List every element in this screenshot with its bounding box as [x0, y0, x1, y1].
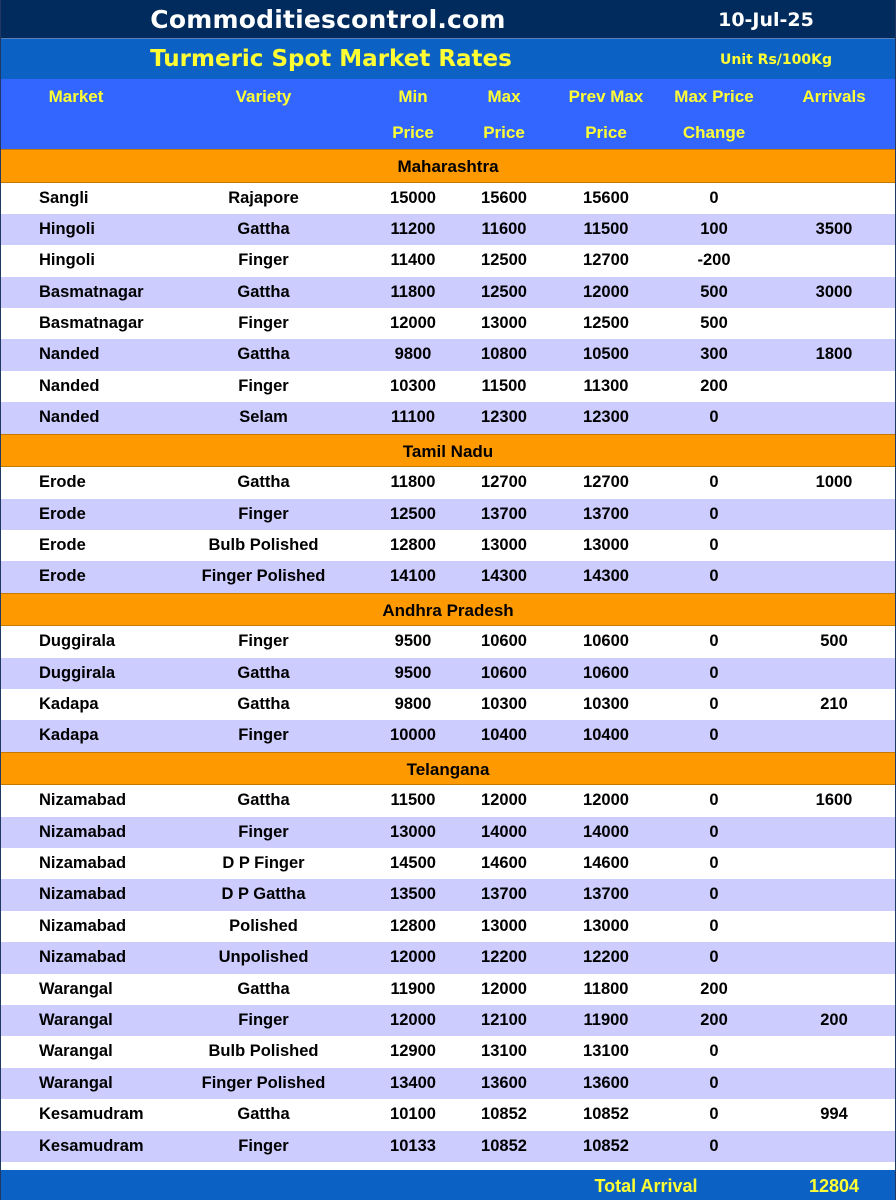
min-price-cell: 9500: [394, 663, 432, 682]
max-price-change-cell: 0: [709, 473, 719, 492]
prev-max-price-cell: 12300: [583, 408, 629, 427]
variety-cell: D P Finger: [222, 854, 305, 873]
variety-cell: Polished: [229, 916, 298, 935]
column-header-min-price: Min Price: [392, 87, 434, 142]
min-price-cell: 12000: [390, 1010, 436, 1029]
arrivals-cell: 3500: [815, 219, 853, 238]
table-row: [1, 1099, 895, 1130]
arrivals-cell: [794, 879, 874, 910]
variety-cell: Finger: [238, 376, 289, 395]
column-header-prev-max-price: Prev Max Price: [568, 87, 644, 142]
min-price-cell: 14500: [390, 854, 436, 873]
arrivals-cell: [794, 817, 874, 848]
table-row: [1, 626, 895, 657]
arrivals-cell: [794, 530, 874, 561]
max-price-cell: 12700: [481, 473, 527, 492]
max-price-cell: 10600: [481, 663, 527, 682]
table-row: [1, 1005, 895, 1036]
max-price-cell: 13700: [481, 885, 527, 904]
variety-cell: Finger Polished: [201, 567, 326, 586]
max-price-change-cell: 0: [709, 1105, 719, 1124]
table-row: [1, 467, 895, 498]
total-arrival-bar: [1, 1170, 895, 1200]
max-price-cell: 12200: [481, 948, 527, 967]
arrivals-cell: [794, 942, 874, 973]
report-date: 10-Jul-25: [718, 9, 814, 31]
prev-max-price-cell: 13700: [583, 885, 629, 904]
max-price-cell: 10400: [481, 726, 527, 745]
min-price-cell: 12000: [390, 948, 436, 967]
column-header-market: Market: [48, 87, 104, 106]
max-price-change-cell: 0: [709, 188, 719, 207]
market-cell: Warangal: [39, 979, 113, 998]
table-row: [1, 974, 895, 1005]
max-price-change-cell: 0: [709, 663, 719, 682]
table-row: [1, 561, 895, 592]
variety-cell: Gattha: [237, 979, 290, 998]
max-price-cell: 10600: [481, 632, 527, 651]
prev-max-price-cell: 13700: [583, 504, 629, 523]
min-price-cell: 11100: [390, 408, 436, 427]
min-price-cell: 15000: [390, 188, 436, 207]
table-row: [1, 1068, 895, 1099]
min-price-cell: 14100: [390, 567, 436, 586]
market-cell: Basmatnagar: [39, 282, 144, 301]
title-banner: [1, 39, 895, 79]
min-price-cell: 12900: [390, 1042, 436, 1061]
variety-cell: Finger: [238, 726, 289, 745]
table-row: [1, 245, 895, 276]
prev-max-price-cell: 12000: [583, 791, 629, 810]
market-cell: Nizamabad: [39, 854, 127, 873]
min-price-cell: 13400: [390, 1073, 436, 1092]
min-price-cell: 11800: [390, 473, 436, 492]
prev-max-price-cell: 11800: [583, 979, 629, 998]
market-cell: Nanded: [39, 345, 100, 364]
min-price-cell: 9500: [394, 632, 432, 651]
max-price-cell: 13700: [481, 504, 527, 523]
max-price-change-cell: 0: [709, 504, 719, 523]
min-price-cell: 9800: [394, 345, 432, 364]
arrivals-cell: [794, 371, 874, 402]
prev-max-price-cell: 13000: [583, 916, 629, 935]
arrivals-cell: 500: [820, 632, 848, 651]
market-cell: Kesamudram: [39, 1105, 144, 1124]
market-cell: Kadapa: [39, 694, 99, 713]
prev-max-price-cell: 13100: [583, 1042, 629, 1061]
total-arrival-value: 12804: [808, 1176, 860, 1196]
arrivals-cell: [794, 561, 874, 592]
max-price-cell: 12500: [481, 251, 527, 270]
max-price-change-cell: 0: [709, 408, 719, 427]
column-header-variety: Variety: [235, 87, 292, 106]
min-price-cell: 11500: [390, 791, 436, 810]
variety-cell: Bulb Polished: [208, 535, 319, 554]
prev-max-price-cell: 10500: [583, 345, 629, 364]
max-price-change-cell: 0: [709, 632, 719, 651]
max-price-change-cell: -200: [697, 251, 731, 270]
table-row: [1, 911, 895, 942]
table-row: [1, 879, 895, 910]
variety-cell: Finger: [238, 504, 289, 523]
arrivals-cell: [794, 183, 874, 214]
prev-max-price-cell: 12000: [583, 282, 629, 301]
arrivals-cell: [794, 1036, 874, 1067]
arrivals-cell: 1000: [815, 473, 853, 492]
arrivals-cell: 994: [820, 1105, 848, 1124]
prev-max-price-cell: 11300: [583, 376, 629, 395]
max-price-cell: 13000: [481, 314, 527, 333]
variety-cell: Finger: [238, 314, 289, 333]
prev-max-price-cell: 11900: [583, 1010, 629, 1029]
market-cell: Hingoli: [39, 219, 95, 238]
max-price-change-cell: 0: [709, 1042, 719, 1061]
max-price-cell: 12300: [481, 408, 527, 427]
market-cell: Nizamabad: [39, 916, 127, 935]
table-header: [1, 79, 895, 149]
unit-label: Unit Rs/100Kg: [719, 52, 833, 68]
market-cell: Warangal: [39, 1042, 113, 1061]
market-cell: Nizamabad: [39, 885, 127, 904]
max-price-cell: 10852: [481, 1105, 527, 1124]
arrivals-cell: 1800: [815, 345, 853, 364]
arrivals-cell: [794, 658, 874, 689]
arrivals-cell: [794, 499, 874, 530]
table-row: [1, 402, 895, 433]
max-price-cell: 14600: [481, 854, 527, 873]
market-cell: Warangal: [39, 1073, 113, 1092]
table-body: [1, 149, 895, 1162]
market-cell: Kesamudram: [39, 1136, 144, 1155]
min-price-cell: 13500: [390, 885, 436, 904]
prev-max-price-cell: 13000: [583, 535, 629, 554]
table-row: [1, 848, 895, 879]
variety-cell: Finger Polished: [201, 1073, 326, 1092]
variety-cell: Gattha: [237, 473, 290, 492]
table-row: [1, 499, 895, 530]
table-row: [1, 277, 895, 308]
max-price-change-cell: 0: [709, 694, 719, 713]
min-price-cell: 9800: [394, 694, 432, 713]
prev-max-price-cell: 14600: [583, 854, 629, 873]
arrivals-cell: 1600: [815, 791, 853, 810]
max-price-cell: 12000: [481, 979, 527, 998]
max-price-cell: 10800: [481, 345, 527, 364]
prev-max-price-cell: 13600: [583, 1073, 629, 1092]
min-price-cell: 11900: [390, 979, 436, 998]
max-price-change-cell: 0: [709, 535, 719, 554]
market-cell: Nizamabad: [39, 948, 127, 967]
max-price-change-cell: 0: [709, 567, 719, 586]
market-cell: Erode: [39, 473, 86, 492]
max-price-change-cell: 0: [709, 854, 719, 873]
max-price-change-cell: 0: [709, 791, 719, 810]
arrivals-cell: 210: [820, 694, 848, 713]
max-price-change-cell: 100: [700, 219, 728, 238]
variety-cell: D P Gattha: [221, 885, 306, 904]
state-section-header: Telangana: [1, 752, 895, 786]
column-header-arrivals: Arrivals: [802, 87, 866, 106]
max-price-change-cell: 200: [700, 1010, 728, 1029]
prev-max-price-cell: 12200: [583, 948, 629, 967]
table-row: [1, 214, 895, 245]
max-price-change-cell: 0: [709, 822, 719, 841]
variety-cell: Gattha: [237, 791, 290, 810]
market-cell: Nizamabad: [39, 822, 127, 841]
variety-cell: Finger: [238, 632, 289, 651]
prev-max-price-cell: 14000: [583, 822, 629, 841]
arrivals-cell: [794, 974, 874, 1005]
prev-max-price-cell: 12500: [583, 314, 629, 333]
min-price-cell: 12000: [390, 314, 436, 333]
max-price-cell: 13600: [481, 1073, 527, 1092]
report-title: Turmeric Spot Market Rates: [150, 46, 512, 72]
market-cell: Erode: [39, 535, 86, 554]
prev-max-price-cell: 10852: [583, 1136, 629, 1155]
arrivals-cell: [794, 245, 874, 276]
table-row: [1, 689, 895, 720]
table-row: [1, 785, 895, 816]
market-cell: Duggirala: [39, 663, 116, 682]
arrivals-cell: [794, 848, 874, 879]
site-banner: [1, 0, 895, 39]
arrivals-cell: [794, 1131, 874, 1162]
table-row: [1, 1131, 895, 1162]
max-price-change-cell: 0: [709, 1073, 719, 1092]
min-price-cell: 11800: [390, 282, 436, 301]
variety-cell: Bulb Polished: [208, 1042, 319, 1061]
variety-cell: Finger: [238, 1136, 289, 1155]
market-cell: Basmatnagar: [39, 314, 144, 333]
min-price-cell: 10000: [390, 726, 436, 745]
prev-max-price-cell: 10600: [583, 663, 629, 682]
max-price-cell: 14300: [481, 567, 527, 586]
max-price-change-cell: 200: [700, 376, 728, 395]
max-price-change-cell: 200: [700, 979, 728, 998]
variety-cell: Gattha: [237, 1105, 290, 1124]
max-price-change-cell: 500: [700, 282, 728, 301]
min-price-cell: 11200: [390, 219, 436, 238]
market-cell: Warangal: [39, 1010, 113, 1029]
max-price-change-cell: 0: [709, 916, 719, 935]
state-section-header: Tamil Nadu: [1, 434, 895, 468]
state-section-header: Maharashtra: [1, 149, 895, 183]
max-price-change-cell: 0: [709, 1136, 719, 1155]
prev-max-price-cell: 15600: [583, 188, 629, 207]
arrivals-cell: [794, 720, 874, 751]
max-price-cell: 11600: [481, 219, 527, 238]
min-price-cell: 13000: [390, 822, 436, 841]
table-row: [1, 339, 895, 370]
variety-cell: Gattha: [237, 219, 290, 238]
max-price-cell: 12000: [481, 791, 527, 810]
table-row: [1, 308, 895, 339]
variety-cell: Finger: [238, 1010, 289, 1029]
variety-cell: Gattha: [237, 663, 290, 682]
market-cell: Duggirala: [39, 632, 116, 651]
max-price-change-cell: 500: [700, 314, 728, 333]
prev-max-price-cell: 10600: [583, 632, 629, 651]
variety-cell: Gattha: [237, 694, 290, 713]
arrivals-cell: [794, 402, 874, 433]
table-row: [1, 817, 895, 848]
min-price-cell: 12800: [390, 916, 436, 935]
column-header-max-price-change: Max Price Change: [674, 87, 754, 142]
table-row: [1, 658, 895, 689]
table-row: [1, 183, 895, 214]
variety-cell: Unpolished: [218, 948, 309, 967]
arrivals-cell: 3000: [815, 282, 853, 301]
max-price-cell: 14000: [481, 822, 527, 841]
arrivals-cell: 200: [820, 1010, 848, 1029]
variety-cell: Finger: [238, 822, 289, 841]
max-price-cell: 13100: [481, 1042, 527, 1061]
arrivals-cell: [794, 911, 874, 942]
prev-max-price-cell: 10400: [583, 726, 629, 745]
max-price-cell: 11500: [481, 376, 527, 395]
max-price-cell: 13000: [481, 916, 527, 935]
table-row: [1, 942, 895, 973]
market-cell: Nanded: [39, 376, 100, 395]
min-price-cell: 10100: [390, 1105, 436, 1124]
max-price-change-cell: 0: [709, 726, 719, 745]
prev-max-price-cell: 10852: [583, 1105, 629, 1124]
max-price-change-cell: 0: [709, 948, 719, 967]
max-price-cell: 12100: [481, 1010, 527, 1029]
min-price-cell: 12800: [390, 535, 436, 554]
max-price-change-cell: 300: [700, 345, 728, 364]
max-price-change-cell: 0: [709, 885, 719, 904]
max-price-cell: 13000: [481, 535, 527, 554]
variety-cell: Selam: [239, 408, 288, 427]
market-cell: Erode: [39, 567, 86, 586]
variety-cell: Finger: [238, 251, 289, 270]
min-price-cell: 10300: [390, 376, 436, 395]
variety-cell: Gattha: [237, 282, 290, 301]
table-row: [1, 1036, 895, 1067]
table-row: [1, 720, 895, 751]
column-header-max-price: Max Price: [483, 87, 525, 142]
market-cell: Nanded: [39, 408, 100, 427]
total-arrival-label: Total Arrival: [594, 1176, 698, 1196]
max-price-cell: 15600: [481, 188, 527, 207]
variety-cell: Gattha: [237, 345, 290, 364]
market-cell: Kadapa: [39, 726, 99, 745]
arrivals-cell: [794, 308, 874, 339]
arrivals-cell: [794, 1068, 874, 1099]
table-row: [1, 530, 895, 561]
variety-cell: Rajapore: [228, 188, 299, 207]
min-price-cell: 10133: [390, 1136, 436, 1155]
max-price-cell: 12500: [481, 282, 527, 301]
prev-max-price-cell: 12700: [583, 473, 629, 492]
prev-max-price-cell: 10300: [583, 694, 629, 713]
prev-max-price-cell: 11500: [583, 219, 629, 238]
max-price-cell: 10852: [481, 1136, 527, 1155]
market-cell: Sangli: [39, 188, 89, 207]
site-name[interactable]: Commoditiescontrol.com: [150, 5, 506, 34]
min-price-cell: 12500: [390, 504, 436, 523]
market-cell: Erode: [39, 504, 86, 523]
min-price-cell: 11400: [390, 251, 436, 270]
market-cell: Nizamabad: [39, 791, 127, 810]
max-price-cell: 10300: [481, 694, 527, 713]
prev-max-price-cell: 14300: [583, 567, 629, 586]
prev-max-price-cell: 12700: [583, 251, 629, 270]
state-section-header: Andhra Pradesh: [1, 593, 895, 627]
table-row: [1, 371, 895, 402]
market-cell: Hingoli: [39, 251, 95, 270]
